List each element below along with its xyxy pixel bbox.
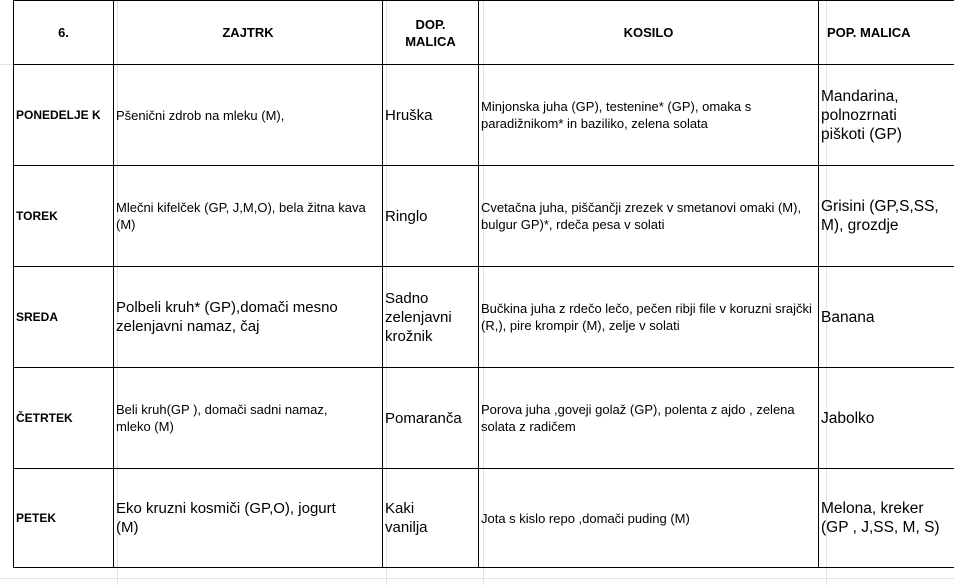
zajtrk-cell: Eko kruzni kosmiči (GP,O), jogurt (M) bbox=[114, 469, 383, 568]
kosilo-cell: Porova juha ,goveji golaž (GP), polenta z ajdo , zelena solata z radičem bbox=[479, 368, 819, 469]
gridline bbox=[0, 578, 954, 579]
pop-malica-cell: Banana bbox=[819, 267, 954, 368]
dop-malica-cell: Kaki vanilja bbox=[383, 469, 479, 568]
zajtrk-cell: Mlečni kifelček (GP, J,M,O), bela žitna kava (M) bbox=[114, 166, 383, 267]
kosilo-cell: Minjonska juha (GP), testenine* (GP), omaka s paradižnikom* in baziliko, zelena solata bbox=[479, 65, 819, 166]
header-pop-malica: POP. MALICA bbox=[819, 1, 954, 65]
zajtrk-cell: Beli kruh(GP ), domači sadni namaz, mleko (M) bbox=[114, 368, 383, 469]
dop-malica-cell: Sadno zelenjavni krožnik bbox=[383, 267, 479, 368]
header-kosilo: KOSILO bbox=[479, 1, 819, 65]
day-cell: PETEK bbox=[14, 469, 114, 568]
header-dop-malica: DOP. MALICA bbox=[383, 1, 479, 65]
day-cell: PONEDELJE K bbox=[14, 65, 114, 166]
table-row bbox=[14, 267, 954, 368]
weekly-menu-table bbox=[13, 0, 954, 568]
day-cell: SREDA bbox=[14, 267, 114, 368]
table-row bbox=[14, 368, 954, 469]
zajtrk-cell: Polbeli kruh* (GP),domači mesno zelenjavni namaz, čaj bbox=[114, 267, 383, 368]
header-zajtrk: ZAJTRK bbox=[114, 1, 383, 65]
header-row bbox=[14, 1, 954, 65]
pop-malica-cell: Jabolko bbox=[819, 368, 954, 469]
table-row bbox=[14, 65, 954, 166]
day-cell: TOREK bbox=[14, 166, 114, 267]
kosilo-cell: Jota s kislo repo ,domači puding (M) bbox=[479, 469, 819, 568]
kosilo-cell: Cvetačna juha, piščančji zrezek v smetanovi omaki (M), bulgur GP)*, rdeča pesa v solati bbox=[479, 166, 819, 267]
table-row bbox=[14, 166, 954, 267]
table-row bbox=[14, 469, 954, 568]
pop-malica-cell: Melona, kreker (GP , J,SS, M, S) bbox=[819, 469, 954, 568]
kosilo-cell: Bučkina juha z rdečo lečo, pečen ribji file v koruzni srajčki (R,), pire krompir (M), zelje v solati bbox=[479, 267, 819, 368]
dop-malica-cell: Ringlo bbox=[383, 166, 479, 267]
pop-malica-cell: Grisini (GP,S,SS, M), grozdje bbox=[819, 166, 954, 267]
dop-malica-cell: Hruška bbox=[383, 65, 479, 166]
pop-malica-cell: Mandarina, polnozrnati piškoti (GP) bbox=[819, 65, 954, 166]
zajtrk-cell: Pšenični zdrob na mleku (M), bbox=[114, 65, 383, 166]
day-cell: ČETRTEK bbox=[14, 368, 114, 469]
dop-malica-cell: Pomaranča bbox=[383, 368, 479, 469]
header-number: 6. bbox=[14, 1, 114, 65]
